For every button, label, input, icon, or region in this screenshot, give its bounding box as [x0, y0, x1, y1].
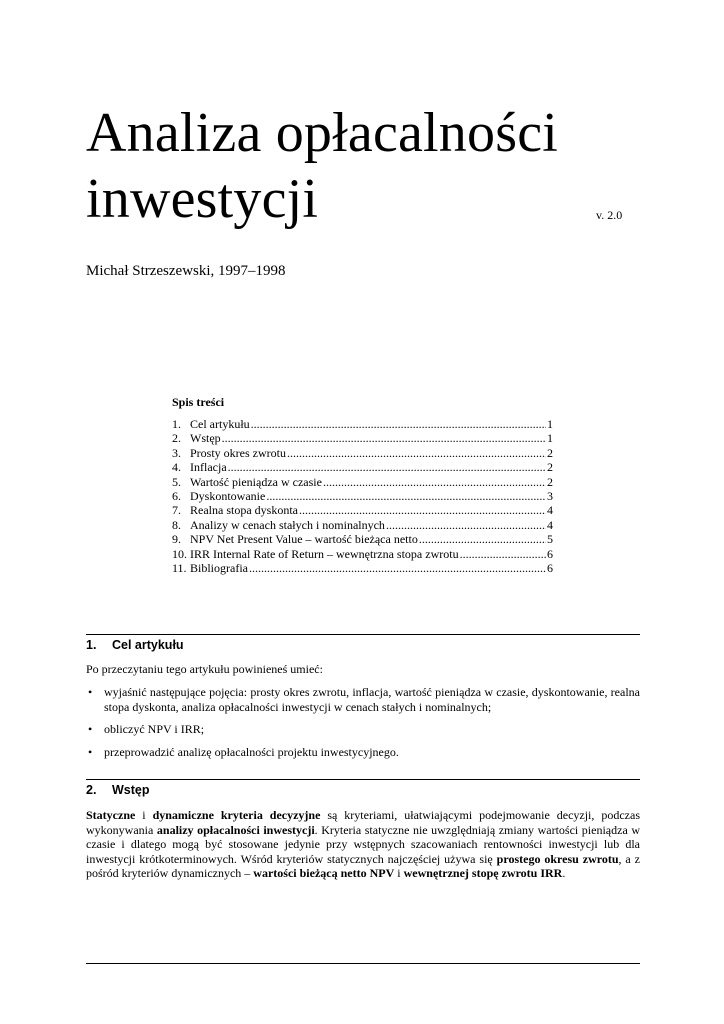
toc-leader-dots: [266, 489, 546, 503]
toc-leader-dots: [222, 431, 546, 445]
toc-leader-dots: [419, 532, 546, 546]
toc-item-number: 6.: [172, 488, 181, 503]
toc-item-label: Wartość pieniądza w czasie: [190, 474, 322, 489]
toc-item[interactable]: [172, 431, 553, 445]
toc-item-label: Bibliografia: [190, 560, 248, 575]
toc-item-page: 6: [547, 546, 553, 561]
section-divider: [86, 634, 640, 635]
toc-item-label: Cel artykułu: [190, 417, 250, 431]
section-number: 1.: [86, 638, 97, 652]
toc-item[interactable]: [172, 561, 553, 575]
bullet-item: • przeprowadzić analizę opłacalności projektu inwestycyjnego.: [86, 745, 640, 760]
table-of-contents: [172, 395, 553, 575]
toc-leader-dots: [323, 475, 546, 489]
toc-leader-dots: [299, 503, 546, 517]
toc-leader-dots: [249, 561, 546, 575]
bold-term: dynamiczne kryteria decyzyjne: [152, 808, 321, 822]
toc-item-label: Analizy w cenach stałych i nominalnych: [190, 517, 385, 532]
section-title: Wstęp: [112, 783, 150, 797]
toc-item-number: 9.: [172, 532, 181, 547]
toc-leader-dots: [460, 547, 546, 561]
toc-title: Spis treści: [172, 395, 225, 409]
toc-item-number: 7.: [172, 503, 181, 518]
toc-item-number: 3.: [172, 445, 181, 460]
toc-item-number: 2.: [172, 431, 181, 446]
section-1-bullet-list: [86, 685, 640, 767]
section-title: Cel artykułu: [112, 638, 184, 652]
section-number: 2.: [86, 783, 97, 797]
bold-term: wartości bieżącą netto NPV: [253, 866, 395, 881]
section-2-paragraph: [86, 808, 640, 881]
toc-leader-dots: [287, 446, 546, 460]
toc-item-page: 2: [547, 460, 553, 475]
title-line-2: inwestycji: [86, 168, 319, 230]
toc-list: [172, 417, 553, 575]
bold-term: prostego okresu zwrotu: [496, 851, 619, 866]
toc-item[interactable]: [172, 475, 553, 489]
section-1-intro: Po przeczytaniu tego artykułu powinieneś umieć:: [86, 662, 323, 676]
section-divider: [86, 779, 640, 780]
toc-item[interactable]: [172, 489, 553, 503]
paragraph-text: .: [562, 866, 566, 881]
toc-item-label: Realna stopa dyskonta: [190, 503, 298, 518]
paragraph-text: . Kryteria statyczne nie uwzględniają zmiany wartości pieniądza w czasie i dlatego mogą być stosowane jedynie przy wstępnych szacowaniach rentowności inwestycji lub dla inwestycji krótkoterminowych. Wśród kryteriów statycznych najczęściej używa się: [86, 822, 640, 866]
paragraph-text: , a z pośród kryteriów dynamicznych –: [86, 851, 641, 881]
toc-item[interactable]: [172, 532, 553, 546]
toc-item-page: 5: [547, 532, 553, 547]
toc-item-label: Wstęp: [190, 431, 221, 446]
toc-item-page: 6: [547, 560, 553, 575]
section-2-heading: [86, 783, 150, 797]
toc-item-page: 4: [547, 517, 553, 532]
toc-item-page: 3: [547, 488, 553, 503]
toc-item-number: 11.: [172, 560, 187, 575]
toc-item-page: 2: [547, 445, 553, 460]
bold-term: analizy opłacalności inwestycji: [156, 822, 315, 837]
paragraph-text: i: [394, 866, 404, 881]
toc-item[interactable]: [172, 503, 553, 517]
toc-item-number: 5.: [172, 474, 181, 489]
toc-leader-dots: [251, 417, 546, 431]
toc-item-page: 4: [547, 503, 553, 518]
toc-item-label: Inflacja: [190, 460, 227, 475]
toc-item[interactable]: [172, 446, 553, 460]
toc-item[interactable]: [172, 460, 553, 474]
bullet-item: • obliczyć NPV i IRR;: [86, 722, 640, 737]
toc-item-number: 8.: [172, 517, 181, 532]
toc-leader-dots: [386, 518, 546, 532]
toc-leader-dots: [228, 460, 546, 474]
toc-item-label: Prosty okres zwrotu: [190, 445, 286, 460]
toc-item[interactable]: [172, 547, 553, 561]
toc-item-page: 2: [547, 474, 553, 489]
toc-item-label: Dyskontowanie: [190, 488, 266, 503]
toc-item-number: 1.: [172, 417, 181, 431]
document-title: [86, 100, 558, 232]
toc-item[interactable]: [172, 417, 553, 431]
toc-item-page: 1: [547, 431, 553, 446]
toc-item[interactable]: [172, 518, 553, 532]
toc-item-label: IRR Internal Rate of Return – wewnętrzna stopa zwrotu: [190, 546, 459, 561]
title-line-1: Analiza opłacalności: [86, 102, 559, 164]
toc-item-number: 10.: [172, 546, 187, 561]
footer-rule: [86, 963, 640, 964]
paragraph-text: są kryteriami, ułatwiającymi podejmowanie decyzji, podczas wykonywania: [86, 808, 640, 837]
bold-term: Statyczne: [86, 808, 136, 822]
bold-term: wewnętrznej stopę zwrotu IRR: [403, 866, 563, 881]
version-label: v. 2.0: [596, 208, 623, 222]
toc-item-label: NPV Net Present Value – wartość bieżąca netto: [190, 532, 418, 547]
toc-item-number: 4.: [172, 460, 181, 475]
bullet-item: • wyjaśnić następujące pojęcia: prosty okres zwrotu, inflacja, wartość pieniądza w czasie, dyskontowanie, realna stopa dyskonta, analiza opłacalności inwestycji w cenach stałych i nominalnych;: [86, 685, 640, 714]
section-1-heading: [86, 638, 184, 652]
toc-item-page: 1: [547, 417, 553, 431]
paragraph-text: i: [135, 808, 153, 822]
author-line: Michał Strzeszewski, 1997–1998: [86, 263, 286, 279]
